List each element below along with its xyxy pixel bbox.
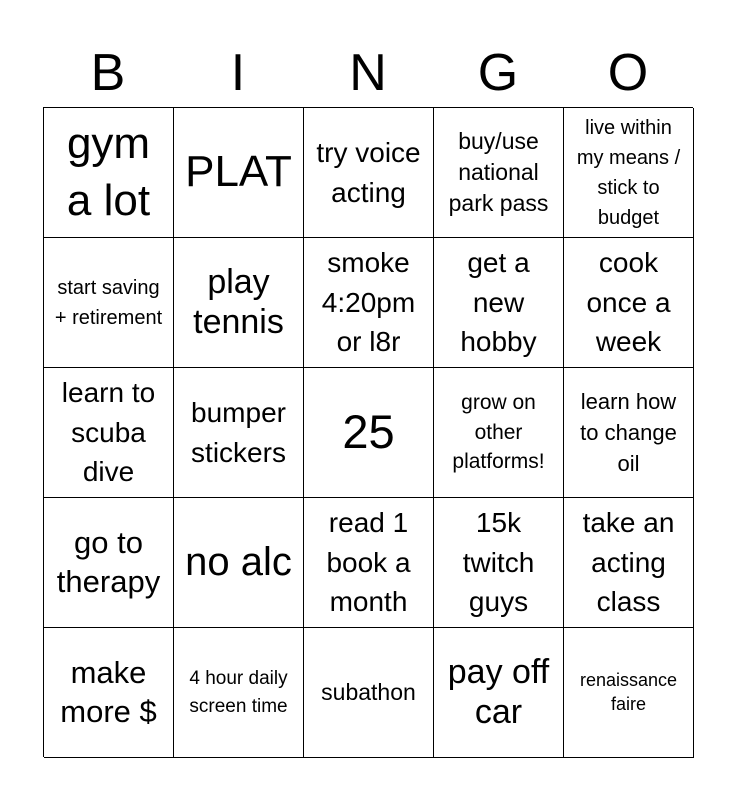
bingo-cell-2-1[interactable]	[44, 238, 174, 368]
cell-text: play tennis	[193, 262, 284, 341]
cell-text: buy/use national park pass	[448, 127, 549, 217]
free-space-cell: 25	[342, 405, 395, 459]
bingo-cell-4-3[interactable]	[304, 498, 434, 628]
bingo-cell-1-2[interactable]	[174, 108, 304, 238]
cell-text: smoke 4:20pm or l8r	[321, 247, 416, 358]
cell-text: take an acting class	[582, 507, 675, 618]
cell-text: gym a lot	[66, 119, 151, 225]
header-letter-o: O	[607, 44, 649, 102]
header-letter-i: I	[230, 44, 246, 102]
cell-text: 4 hour daily screen time	[189, 667, 288, 717]
bingo-cell-5-1[interactable]	[44, 628, 174, 758]
bingo-cell-1-4[interactable]	[434, 108, 564, 238]
cell-text: start saving + retirement	[54, 276, 163, 329]
bingo-cell-4-2[interactable]	[174, 498, 304, 628]
bingo-cell-4-5[interactable]	[564, 498, 694, 628]
bingo-cell-2-2[interactable]	[174, 238, 304, 368]
cell-text: learn how to change oil	[580, 388, 677, 477]
cell-text: grow on other platforms!	[452, 390, 545, 474]
bingo-cell-5-5[interactable]	[564, 628, 694, 758]
bingo-cell-3-1[interactable]	[44, 368, 174, 498]
cell-text: 15k twitch guys	[462, 507, 535, 618]
bingo-cell-3-2[interactable]	[174, 368, 304, 498]
cell-text: try voice acting	[316, 137, 421, 208]
bingo-cell-3-3[interactable]	[304, 368, 434, 498]
cell-text: learn to scuba dive	[61, 377, 156, 488]
cell-text: go to therapy	[56, 524, 161, 599]
bingo-cell-4-4[interactable]	[434, 498, 564, 628]
bingo-cell-3-4[interactable]	[434, 368, 564, 498]
cell-text: get a new hobby	[460, 246, 537, 358]
bingo-cell-2-3[interactable]	[304, 238, 434, 368]
header-letter-b: B	[90, 44, 126, 102]
bingo-cell-5-4[interactable]	[434, 628, 564, 758]
cell-text: make more $	[60, 654, 157, 729]
cell-text: bumper stickers	[191, 396, 286, 468]
bingo-cell-4-1[interactable]	[44, 498, 174, 628]
bingo-board	[43, 107, 693, 757]
bingo-cell-5-3[interactable]	[304, 628, 434, 758]
cell-text: read 1 book a month	[326, 507, 411, 618]
cell-text: no alc	[185, 540, 292, 585]
bingo-cell-3-5[interactable]	[564, 368, 694, 498]
cell-text: subathon	[321, 678, 416, 705]
bingo-cell-1-5[interactable]	[564, 108, 694, 238]
cell-text: renaissance faire	[579, 669, 678, 714]
bingo-cell-1-3[interactable]	[304, 108, 434, 238]
cell-text: pay off car	[447, 652, 550, 731]
bingo-cell-5-2[interactable]	[174, 628, 304, 758]
cell-text: cook once a week	[586, 246, 671, 358]
bingo-cell-2-5[interactable]	[564, 238, 694, 368]
cell-text: live within my means / stick to budget	[576, 116, 681, 229]
bingo-cell-2-4[interactable]	[434, 238, 564, 368]
bingo-header	[43, 38, 693, 108]
bingo-cell-1-1[interactable]	[44, 108, 174, 238]
header-letter-g: G	[477, 44, 519, 102]
header-letter-n: N	[349, 44, 387, 102]
cell-text: PLAT	[185, 147, 292, 197]
